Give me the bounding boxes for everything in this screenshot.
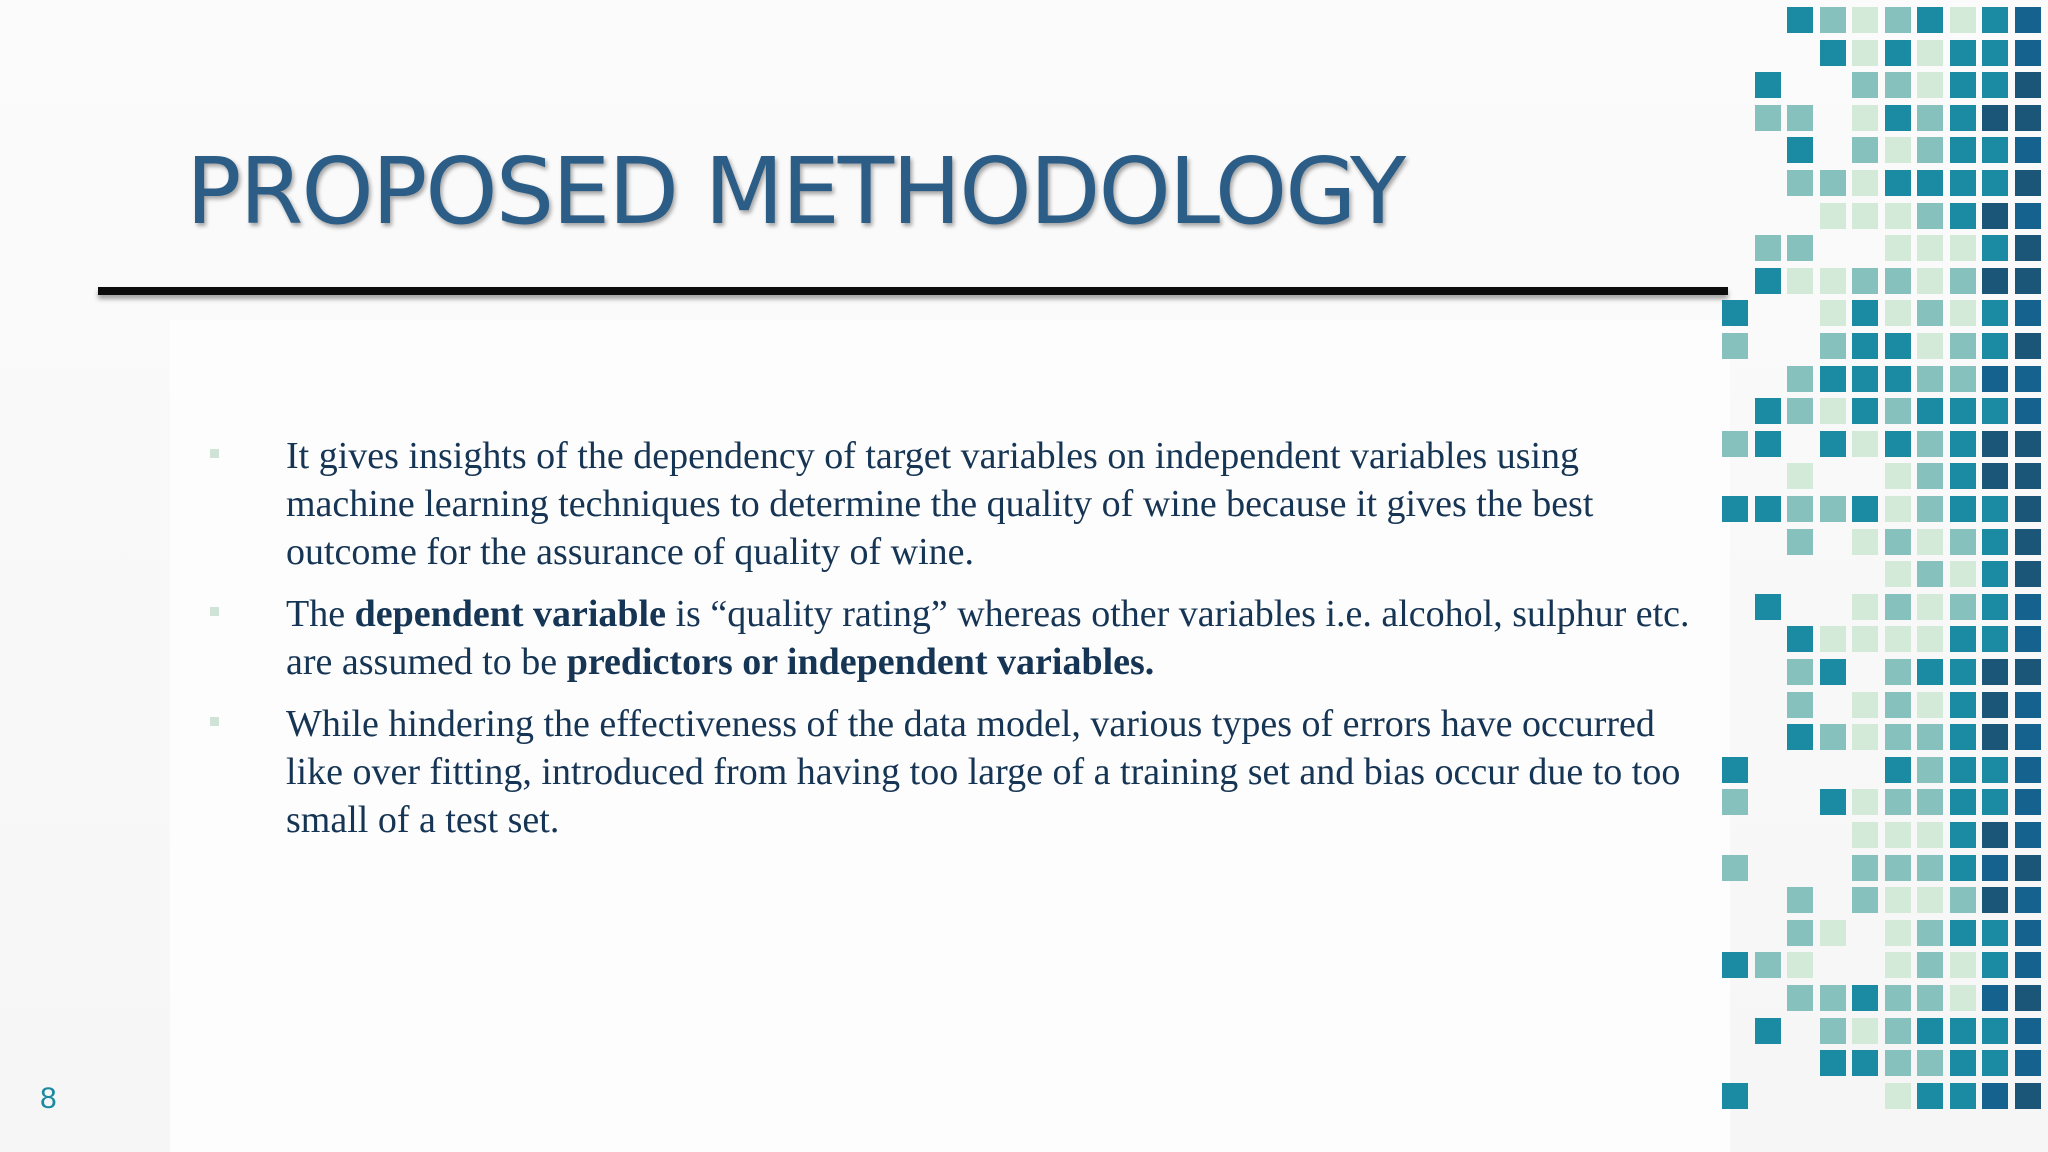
mosaic-tile: [1885, 561, 1911, 587]
mosaic-tile: [1820, 431, 1846, 457]
mosaic-tile: [1885, 1083, 1911, 1109]
mosaic-tile: [1755, 1018, 1781, 1044]
mosaic-tile: [2015, 594, 2041, 620]
bullet-list: [210, 432, 1690, 858]
mosaic-tile: [1852, 398, 1878, 424]
mosaic-tile: [1787, 235, 1813, 261]
mosaic-tile: [2015, 366, 2041, 392]
mosaic-tile: [1885, 757, 1911, 783]
mosaic-tile: [1917, 72, 1943, 98]
mosaic-tile: [1820, 203, 1846, 229]
square-bullet-icon: [210, 449, 219, 458]
mosaic-tile: [1885, 692, 1911, 718]
mosaic-tile: [1917, 692, 1943, 718]
mosaic-tile: [1950, 40, 1976, 66]
mosaic-tile: [1820, 170, 1846, 196]
mosaic-tile: [1820, 40, 1846, 66]
mosaic-tile: [1982, 822, 2008, 848]
mosaic-tile: [1885, 920, 1911, 946]
page-number: 8: [40, 1082, 57, 1115]
mosaic-tile: [2015, 561, 2041, 587]
mosaic-tile: [1852, 529, 1878, 555]
mosaic-tile: [1852, 137, 1878, 163]
mosaic-tile: [1852, 203, 1878, 229]
mosaic-tile: [1917, 822, 1943, 848]
mosaic-tile: [1982, 203, 2008, 229]
mosaic-tile: [2015, 300, 2041, 326]
mosaic-tile: [2015, 268, 2041, 294]
mosaic-tile: [2015, 659, 2041, 685]
mosaic-tile: [1917, 1018, 1943, 1044]
mosaic-tile: [1950, 300, 1976, 326]
mosaic-tile: [1917, 561, 1943, 587]
mosaic-tile: [1885, 137, 1911, 163]
mosaic-tile: [1820, 333, 1846, 359]
mosaic-tile: [2015, 235, 2041, 261]
mosaic-tile: [1820, 1018, 1846, 1044]
mosaic-tile: [1885, 985, 1911, 1011]
mosaic-tile: [1950, 1083, 1976, 1109]
mosaic-tile: [1820, 789, 1846, 815]
mosaic-tile: [1982, 1083, 2008, 1109]
mosaic-tile: [1852, 789, 1878, 815]
mosaic-tile: [1885, 333, 1911, 359]
mosaic-tile: [1917, 366, 1943, 392]
mosaic-tile: [1982, 920, 2008, 946]
mosaic-tile: [1852, 692, 1878, 718]
mosaic-tile: [1787, 659, 1813, 685]
mosaic-tile: [1982, 300, 2008, 326]
mosaic-tile: [1982, 40, 2008, 66]
mosaic-tile: [1787, 626, 1813, 652]
mosaic-tile: [1917, 40, 1943, 66]
mosaic-tile: [1885, 855, 1911, 881]
mosaic-tile: [1917, 789, 1943, 815]
mosaic-tile: [1917, 757, 1943, 783]
mosaic-tile: [2015, 887, 2041, 913]
mosaic-tile: [1982, 235, 2008, 261]
mosaic-tile: [1787, 920, 1813, 946]
mosaic-tile: [1885, 398, 1911, 424]
mosaic-tile: [1950, 431, 1976, 457]
mosaic-tile: [1755, 235, 1781, 261]
mosaic-tile: [1950, 692, 1976, 718]
mosaic-tile: [1787, 985, 1813, 1011]
mosaic-tile: [1950, 659, 1976, 685]
mosaic-tile: [1982, 268, 2008, 294]
mosaic-tile: [1787, 105, 1813, 131]
mosaic-tile: [2015, 105, 2041, 131]
mosaic-tile: [1982, 72, 2008, 98]
mosaic-tile: [2015, 496, 2041, 522]
mosaic-tile: [2015, 692, 2041, 718]
mosaic-tile: [1787, 7, 1813, 33]
mosaic-tile: [1950, 757, 1976, 783]
mosaic-tile: [2015, 72, 2041, 98]
mosaic-tile: [2015, 1050, 2041, 1076]
mosaic-tile: [1917, 920, 1943, 946]
mosaic-tile: [2015, 170, 2041, 196]
bold-term: predictors or independent variables.: [566, 641, 1155, 683]
mosaic-tile: [1917, 529, 1943, 555]
square-bullet-icon: [210, 607, 219, 616]
mosaic-tile: [1885, 235, 1911, 261]
mosaic-tile: [1852, 170, 1878, 196]
mosaic-tile: [1982, 463, 2008, 489]
mosaic-tile: [1852, 40, 1878, 66]
mosaic-tile: [1787, 366, 1813, 392]
mosaic-tile: [1982, 659, 2008, 685]
mosaic-tile: [1852, 594, 1878, 620]
mosaic-tile: [2015, 463, 2041, 489]
mosaic-tile: [1885, 7, 1911, 33]
mosaic-tile: [1950, 7, 1976, 33]
mosaic-tile: [1950, 398, 1976, 424]
mosaic-tile: [1982, 985, 2008, 1011]
mosaic-tile: [1885, 366, 1911, 392]
bullet-item-1: [210, 432, 1690, 576]
mosaic-tile: [1787, 170, 1813, 196]
mosaic-tile: [1950, 724, 1976, 750]
mosaic-tile: [1950, 594, 1976, 620]
mosaic-tile: [1950, 855, 1976, 881]
mosaic-tile: [1917, 1083, 1943, 1109]
mosaic-tile: [1852, 626, 1878, 652]
mosaic-tile: [1950, 887, 1976, 913]
mosaic-tile: [1917, 398, 1943, 424]
mosaic-tile: [1885, 594, 1911, 620]
mosaic-tile: [1917, 105, 1943, 131]
mosaic-tile: [1982, 1018, 2008, 1044]
mosaic-tile: [1787, 952, 1813, 978]
mosaic-tile: [1950, 170, 1976, 196]
mosaic-tile: [1820, 366, 1846, 392]
mosaic-tile: [1917, 431, 1943, 457]
bold-term: dependent variable: [354, 593, 666, 635]
mosaic-tile: [1885, 40, 1911, 66]
mosaic-tile: [1917, 724, 1943, 750]
bullet-text: It gives insights of the dependency of target variables on independent variables using machine learning techniques to determine the quality of wine because it gives the best outcome for the assurance of quality of wine.: [286, 435, 1594, 573]
mosaic-tile: [1982, 887, 2008, 913]
mosaic-tile: [1885, 822, 1911, 848]
mosaic-tile: [1755, 72, 1781, 98]
mosaic-tile: [1820, 659, 1846, 685]
mosaic-tile: [2015, 789, 2041, 815]
mosaic-tile: [1917, 268, 1943, 294]
mosaic-tile: [1917, 1050, 1943, 1076]
mosaic-tile: [1787, 137, 1813, 163]
mosaic-tile: [1950, 561, 1976, 587]
mosaic-tile: [1982, 529, 2008, 555]
mosaic-tile: [1885, 105, 1911, 131]
mosaic-tile: [1885, 724, 1911, 750]
mosaic-tile: [1852, 333, 1878, 359]
mosaic-tile: [2015, 985, 2041, 1011]
mosaic-tile: [1950, 1018, 1976, 1044]
mosaic-tile: [1917, 496, 1943, 522]
mosaic-tile: [1982, 333, 2008, 359]
mosaic-tile: [1820, 398, 1846, 424]
mosaic-tile: [1982, 398, 2008, 424]
mosaic-tile: [1755, 496, 1781, 522]
mosaic-tile: [1852, 268, 1878, 294]
mosaic-tile: [1950, 1050, 1976, 1076]
bullet-text: is “quality rating” whereas other variables i.e. alcohol, sulphur etc. are assumed to be: [286, 593, 1690, 683]
mosaic-tile: [1982, 105, 2008, 131]
mosaic-tile: [1950, 333, 1976, 359]
mosaic-tile: [1755, 105, 1781, 131]
mosaic-tile: [1982, 7, 2008, 33]
mosaic-tile: [1917, 170, 1943, 196]
mosaic-tile: [1852, 366, 1878, 392]
mosaic-tile: [1820, 724, 1846, 750]
mosaic-tile: [1950, 822, 1976, 848]
mosaic-tile: [1982, 692, 2008, 718]
mosaic-tile: [1852, 7, 1878, 33]
title-divider: [98, 287, 1728, 295]
mosaic-tile: [1820, 7, 1846, 33]
mosaic-tile: [1885, 72, 1911, 98]
mosaic-tile: [1917, 855, 1943, 881]
mosaic-tile: [2015, 626, 2041, 652]
mosaic-tile: [1787, 529, 1813, 555]
mosaic-tile: [1982, 757, 2008, 783]
mosaic-tile: [1950, 952, 1976, 978]
mosaic-tile: [1950, 366, 1976, 392]
mosaic-tile: [1787, 463, 1813, 489]
mosaic-tile: [2015, 757, 2041, 783]
mosaic-tile: [1917, 137, 1943, 163]
mosaic-tile: [1852, 105, 1878, 131]
mosaic-tile: [2015, 855, 2041, 881]
mosaic-tile: [1982, 137, 2008, 163]
bullet-text: The: [286, 593, 355, 635]
mosaic-tile: [1917, 235, 1943, 261]
mosaic-tile: [1917, 985, 1943, 1011]
mosaic-tile: [1820, 268, 1846, 294]
mosaic-tile: [1885, 1018, 1911, 1044]
mosaic-tile: [1917, 333, 1943, 359]
mosaic-tile: [1950, 72, 1976, 98]
mosaic-tile: [1852, 1018, 1878, 1044]
square-bullet-icon: [210, 717, 219, 726]
mosaic-tile: [1917, 203, 1943, 229]
mosaic-tile: [1950, 626, 1976, 652]
mosaic-tile: [1950, 137, 1976, 163]
mosaic-tile: [1755, 594, 1781, 620]
mosaic-tile: [1852, 724, 1878, 750]
mosaic-tile: [1917, 659, 1943, 685]
mosaic-tile: [1885, 170, 1911, 196]
mosaic-tile: [2015, 333, 2041, 359]
mosaic-tile: [1950, 105, 1976, 131]
mosaic-tile: [1982, 366, 2008, 392]
mosaic-tile: [1982, 561, 2008, 587]
mosaic-tile: [1982, 496, 2008, 522]
mosaic-tile: [2015, 398, 2041, 424]
mosaic-tile: [1950, 529, 1976, 555]
mosaic-tile: [2015, 431, 2041, 457]
mosaic-tile: [2015, 40, 2041, 66]
mosaic-tile: [1885, 789, 1911, 815]
mosaic-tile: [1852, 431, 1878, 457]
mosaic-tile: [1820, 1050, 1846, 1076]
mosaic-tile: [1852, 887, 1878, 913]
mosaic-tile: [1820, 985, 1846, 1011]
mosaic-tile: [1982, 1050, 2008, 1076]
mosaic-tile: [1950, 985, 1976, 1011]
mosaic-tile: [1982, 855, 2008, 881]
mosaic-tile: [1885, 431, 1911, 457]
mosaic-tile: [1885, 529, 1911, 555]
mosaic-tile: [1852, 822, 1878, 848]
bullet-text: While hindering the effectiveness of the data model, various types of errors have occurred like over fitting, introduced from having too large of a training set and bias occur due to too small of a test set.: [286, 703, 1681, 841]
mosaic-tile: [1885, 496, 1911, 522]
mosaic-tile: [1820, 626, 1846, 652]
mosaic-tile: [2015, 920, 2041, 946]
mosaic-tile: [1755, 952, 1781, 978]
mosaic-tile: [1950, 920, 1976, 946]
mosaic-tile: [1885, 887, 1911, 913]
mosaic-tile: [1982, 431, 2008, 457]
mosaic-tile: [1787, 268, 1813, 294]
mosaic-tile: [1885, 952, 1911, 978]
mosaic-tile: [1755, 268, 1781, 294]
mosaic-tile: [2015, 1018, 2041, 1044]
mosaic-tile: [1950, 789, 1976, 815]
mosaic-tile: [1982, 594, 2008, 620]
mosaic-tile: [1917, 887, 1943, 913]
mosaic-tile: [2015, 7, 2041, 33]
mosaic-tile: [1885, 463, 1911, 489]
mosaic-tile: [1982, 724, 2008, 750]
mosaic-tile: [1885, 659, 1911, 685]
mosaic-tile: [2015, 529, 2041, 555]
mosaic-tile: [1755, 398, 1781, 424]
mosaic-tile: [1982, 789, 2008, 815]
mosaic-tile: [2015, 1083, 2041, 1109]
mosaic-tile: [1852, 496, 1878, 522]
mosaic-tile: [1852, 300, 1878, 326]
mosaic-tile: [1950, 235, 1976, 261]
mosaic-tile: [1852, 855, 1878, 881]
mosaic-tile: [1787, 887, 1813, 913]
mosaic-tile: [1755, 431, 1781, 457]
mosaic-tile: [1787, 692, 1813, 718]
slide-title: PROPOSED METHODOLOGY: [186, 138, 1405, 245]
mosaic-tile: [2015, 822, 2041, 848]
mosaic-tile: [1917, 463, 1943, 489]
mosaic-tile: [1787, 724, 1813, 750]
bullet-item-2: [210, 590, 1690, 686]
mosaic-tile: [1917, 594, 1943, 620]
mosaic-tile: [1885, 300, 1911, 326]
mosaic-tile: [1852, 985, 1878, 1011]
mosaic-tile: [1950, 203, 1976, 229]
mosaic-tile: [1885, 268, 1911, 294]
mosaic-tile: [1885, 626, 1911, 652]
mosaic-tile: [1820, 300, 1846, 326]
mosaic-tile: [1950, 496, 1976, 522]
mosaic-tile: [1787, 398, 1813, 424]
mosaic-tile: [1820, 496, 1846, 522]
mosaic-tile: [1787, 496, 1813, 522]
mosaic-tile: [1820, 920, 1846, 946]
mosaic-tile: [1917, 300, 1943, 326]
mosaic-tile: [2015, 724, 2041, 750]
mosaic-tile: [2015, 952, 2041, 978]
mosaic-tile: [2015, 203, 2041, 229]
mosaic-tile: [1950, 463, 1976, 489]
mosaic-tile: [1852, 1050, 1878, 1076]
mosaic-tile: [2015, 137, 2041, 163]
mosaic-tile: [1982, 170, 2008, 196]
mosaic-tile: [1885, 1050, 1911, 1076]
mosaic-tile: [1885, 203, 1911, 229]
mosaic-tile: [1950, 268, 1976, 294]
bullet-item-3: [210, 700, 1690, 844]
mosaic-tile: [1982, 626, 2008, 652]
mosaic-tile: [1917, 952, 1943, 978]
mosaic-tile: [1917, 626, 1943, 652]
mosaic-tile: [1917, 7, 1943, 33]
mosaic-tile: [1852, 72, 1878, 98]
mosaic-tile: [1982, 952, 2008, 978]
